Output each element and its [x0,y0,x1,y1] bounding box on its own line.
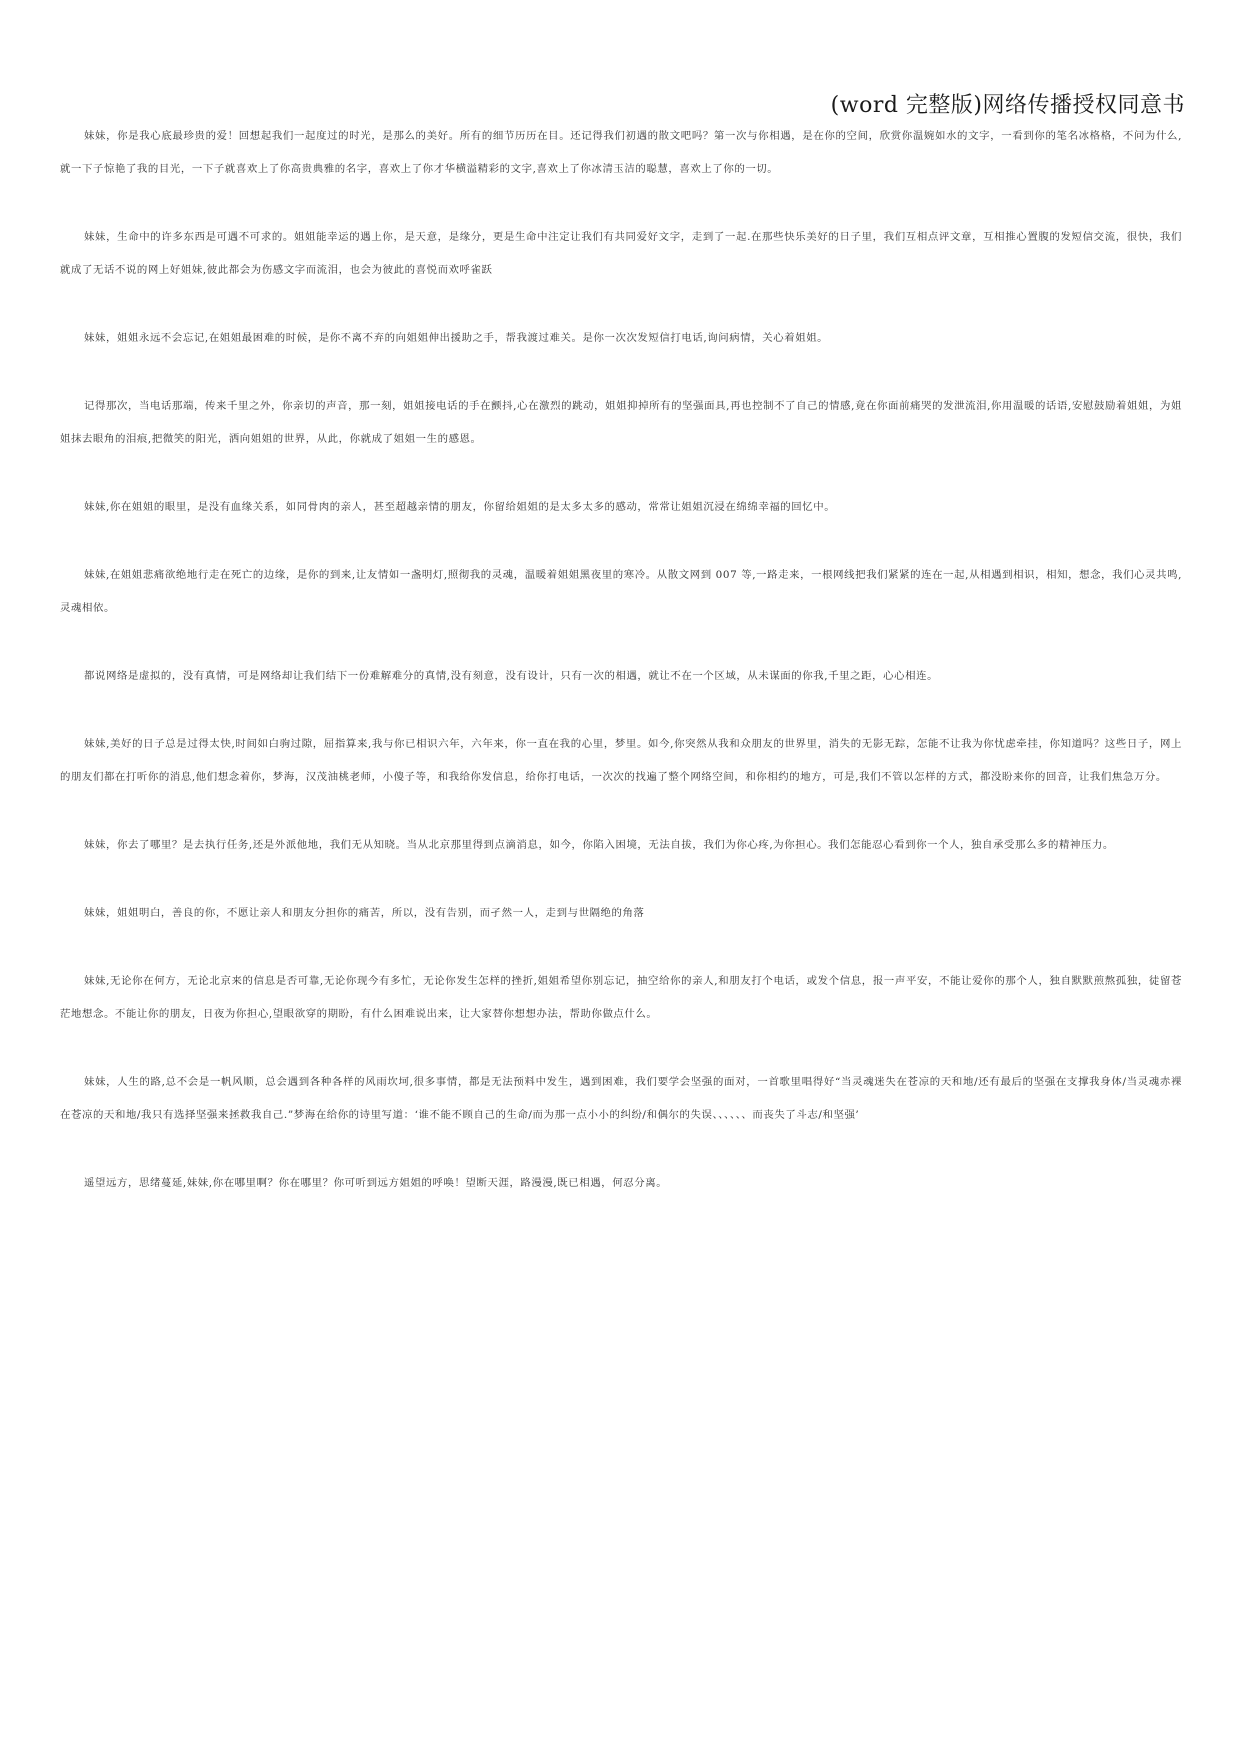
paragraph-12: 妹妹，人生的路,总不会是一帆风顺，总会遇到各种各样的风雨坎坷,很多事情，都是无法预料中发生，遇到困难，我们要学会坚强的面对，一首歌里唱得好“当灵魂迷失在苍凉的天和地/还有最后的坚强在支撑我身体/当灵魂赤裸在苍凉的天和地/我只有选择坚强来拯救我自己.”梦海在给你的诗里写道：‘谁不能不顾自己的生命/而为那一点小小的纠纷/和偶尔的失误、、、、、、而丧失了斗志/和坚强’ [60,1076,1182,1121]
paragraph-10: 妹妹，姐姐明白，善良的你，不愿让亲人和朋友分担你的痛苦，所以，没有告别，而孑然一人，走到与世隔绝的角落 [84,907,645,919]
paragraph-2: 妹妹，生命中的许多东西是可遇不可求的。姐姐能幸运的遇上你，是天意，是缘分，更是生命中注定让我们有共同爱好文字，走到了一起.在那些快乐美好的日子里，我们互相点评文章，互相推心置腹的发短信交流，很快，我们就成了无话不说的网上好姐妹,彼此都会为伤感文字而流泪，也会为彼此的喜悦而欢呼雀跃 [60,231,1182,276]
paragraph-13: 遥望远方，思绪蔓延,妹妹,你在哪里啊？你在哪里？你可听到远方姐姐的呼唤！望断天涯，路漫漫,既已相遇，何忍分离。 [84,1177,668,1189]
paragraph-5: 妹妹,你在姐姐的眼里，是没有血缘关系，如同骨肉的亲人，甚至超越亲情的朋友，你留给姐姐的是太多太多的感动，常常让姐姐沉浸在绵绵幸福的回忆中。 [84,501,836,513]
paragraph-1: 妹妹，你是我心底最珍贵的爱！回想起我们一起度过的时光，是那么的美好。所有的细节历历在目。还记得我们初遇的散文吧吗？第一次与你相遇，是在你的空间，欣赏你温婉如水的文字，一看到你的笔名冰格格，不问为什么,就一下子惊艳了我的目光，一下子就喜欢上了你高贵典雅的名字，喜欢上了你才华横溢精彩的文字,喜欢上了你冰清玉洁的聪慧，喜欢上了你的一切。 [60,130,1182,175]
paragraph-8: 妹妹,美好的日子总是过得太快,时间如白驹过隙，屈指算来,我与你已相识六年，六年来，你一直在我的心里，梦里。如今,你突然从我和众朋友的世界里，消失的无影无踪，怎能不让我为你忧虑牵挂，你知道吗？这些日子，网上的朋友们都在打听你的消息,他们想念着你，梦海，汉茂油桃老师，小傻子等，和我给你发信息，给你打电话，一次次的找遍了整个网络空间，和你相约的地方，可是,我们不管以怎样的方式，都没盼来你的回音，让我们焦急万分。 [60,738,1182,783]
paragraph-4: 记得那次，当电话那端，传来千里之外，你亲切的声音，那一刻，姐姐接电话的手在颤抖,心在激烈的跳动，姐姐抑掉所有的坚强面具,再也控制不了自己的情感,竟在你面前痛哭的发泄流泪,你用温暖的话语,安慰鼓励着姐姐，为姐姐抹去眼角的泪痕,把微笑的阳光，洒向姐姐的世界，从此，你就成了姐姐一生的感恩。 [60,400,1182,445]
paragraph-6: 妹妹,在姐姐悲痛欲绝地行走在死亡的边缘，是你的到来,让友情如一盏明灯,照彻我的灵魂，温暖着姐姐黑夜里的寒冷。从散文网到 007 等,一路走来，一根网线把我们紧紧的连在一起,从相遇到相识，相知，想念，我们心灵共鸣,灵魂相依。 [60,569,1182,614]
document-title: (word 完整版)网络传播授权同意书 [830,93,1185,118]
paragraph-7: 都说网络是虚拟的，没有真情，可是网络却让我们结下一份难解难分的真情,没有刻意，没有设计，只有一次的相遇，就让不在一个区域，从未谋面的你我,千里之距，心心相连。 [84,670,939,682]
paragraph-11: 妹妹,无论你在何方，无论北京来的信息是否可靠,无论你现今有多忙，无论你发生怎样的挫折,姐姐希望你别忘记，抽空给你的亲人,和朋友打个电话，或发个信息，报一声平安，不能让爱你的那个人，独自默默煎熬孤独，徒留苍茫地想念。不能让你的朋友，日夜为你担心,望眼欲穿的期盼，有什么困难说出来，让大家替你想想办法，帮助你做点什么。 [60,975,1182,1020]
paragraph-3: 妹妹，姐姐永远不会忘记,在姐姐最困难的时候，是你不离不弃的向姐姐伸出援助之手，帮我渡过难关。是你一次次发短信打电话,询问病情，关心着姐姐。 [84,332,829,344]
document-body [60,120,1182,1235]
paragraph-9: 妹妹，你去了哪里？是去执行任务,还是外派他地，我们无从知晓。当从北京那里得到点滴消息，如今，你陷入困境，无法自拔，我们为你心疼,为你担心。我们怎能忍心看到你一个人，独自承受那么多的精神压力。 [84,839,1114,851]
